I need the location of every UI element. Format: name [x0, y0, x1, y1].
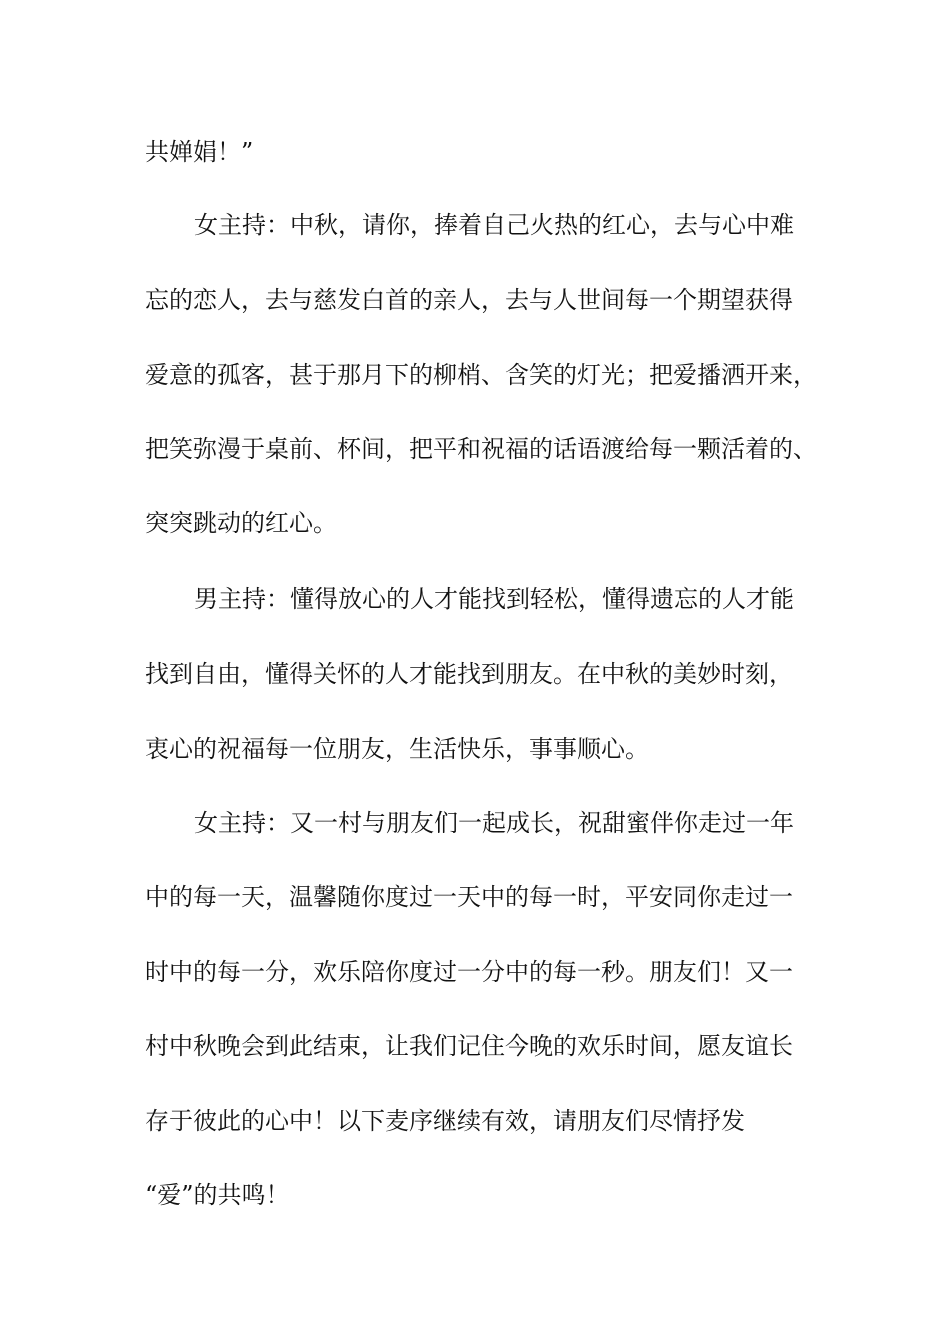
text-line: 时中的每一分，欢乐陪你度过一分中的每一秒。朋友们！又一 [145, 958, 793, 986]
text-line: 共婵娟！” [145, 138, 254, 166]
text-line: 衷心的祝福每一位朋友，生活快乐，事事顺心。 [145, 735, 649, 763]
text-line: 找到自由，懂得关怀的人才能找到朋友。在中秋的美妙时刻， [145, 660, 793, 688]
text-line: “爱”的共鸣！ [145, 1181, 290, 1209]
paragraph-start-line: 男主持：懂得放心的人才能找到轻松，懂得遗忘的人才能 [194, 585, 794, 613]
text-line: 存于彼此的心中！以下麦序继续有效，请朋友们尽情抒发 [145, 1107, 745, 1135]
text-line: 把笑弥漫于桌前、杯间，把平和祝福的话语渡给每一颗活着的、 [145, 435, 817, 463]
text-line: 爱意的孤客，甚于那月下的柳梢、含笑的灯光；把爱播洒开来， [145, 361, 817, 389]
paragraph-start-line: 女主持：中秋，请你，捧着自己火热的红心，去与心中难 [194, 211, 794, 239]
paragraph-start-line: 女主持：又一村与朋友们一起成长，祝甜蜜伴你走过一年 [194, 809, 794, 837]
text-line: 突突跳动的红心。 [145, 509, 337, 537]
text-line: 忘的恋人，去与慈发白首的亲人，去与人世间每一个期望获得 [145, 286, 793, 314]
text-line: 村中秋晚会到此结束，让我们记住今晚的欢乐时间，愿友谊长 [145, 1032, 793, 1060]
text-line: 中的每一天，温馨随你度过一天中的每一时，平安同你走过一 [145, 883, 793, 911]
